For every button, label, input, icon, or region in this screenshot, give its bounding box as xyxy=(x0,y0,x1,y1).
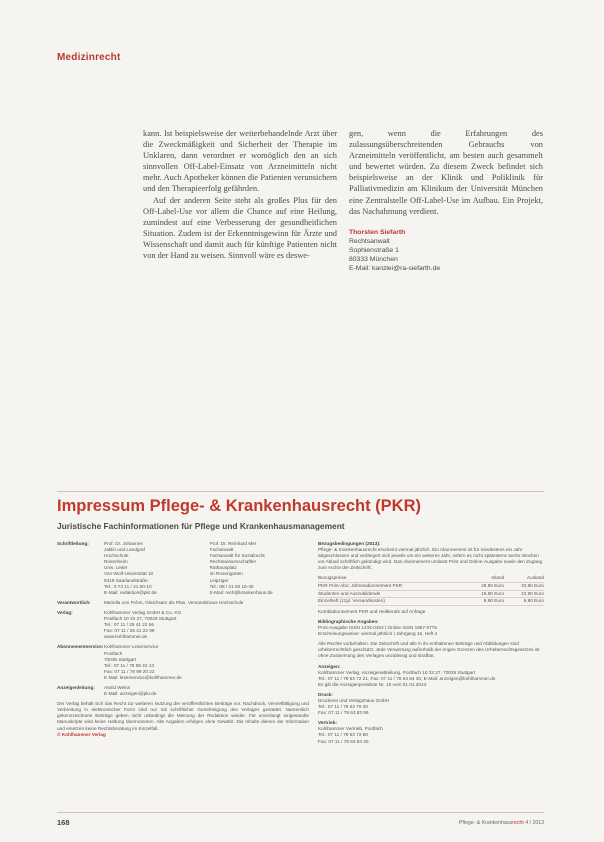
info-line: Rathausplatz xyxy=(209,565,237,571)
price-cell: 19,90 Euro xyxy=(464,590,504,598)
price-cell: Einzelheft (zzgl. Versandkosten) xyxy=(318,598,464,606)
info-line: Rechtswissenschaftler xyxy=(209,559,257,565)
info-line: Kohlhammer Vertrieb, Postfach xyxy=(318,726,383,732)
rights-block xyxy=(318,641,544,659)
article-paragraph: gen, wenn die Erfahrungen des zulassungsüberschreitenden Gebrauchs von Arzneimitteln veröffentlicht, am besten auch gesammelt und bewertet würden. Zu diesem Zweck befindet sich beispielsweise an der Klinik und Poliklinik für Palliativmedizin am Klinikum der Universität München eine Zentralstelle Off-Label-Use im Aufbau. Ein Projekt, das Nachahmung verdient. xyxy=(349,129,543,216)
author-email[interactable]: E-Mail: kanzlei@ra-siefarth.de xyxy=(349,264,441,272)
footer-issue: 4 / 2013 xyxy=(523,820,544,826)
email-link[interactable]: E-Mail: rech@krankenhaus.de xyxy=(209,589,273,595)
impressum-left-column xyxy=(57,541,309,738)
abonnementservice-row xyxy=(57,644,309,681)
info-line: Es gilt die Anzeigenpreisliste Nr. 16 vom 01.01.2013. xyxy=(318,681,428,687)
footer-journal xyxy=(459,820,544,826)
rights-text: Alle Rechte vorbehalten. Die Zeitschrift und alle in ihr enthaltenen Beiträge und Abbildungen sind urheberrechtlich geschützt. Jede Verwertung außerhalb der engen Grenzen des Urheberrechtsgesetzes ist ohne Zustimmung des Verlages unzulässig und strafbar. xyxy=(318,641,540,659)
price-cell: PKR Print-Abo: Jahresabonnement PKR xyxy=(318,583,464,591)
price-cell: 29,90 Euro xyxy=(464,583,504,591)
info-line: Druckerei und Verlagshaus GmbH xyxy=(318,697,390,703)
info-line: Astrid Weiss xyxy=(104,684,130,690)
info-line: Fax: 07 11 / 78 63 83 99 xyxy=(318,710,369,716)
footer-divider xyxy=(57,812,544,813)
anzeigen-heading: Anzeigen: xyxy=(318,663,341,669)
info-line: Print-Ausgabe ISSN 1434-0453 | Online ISSN 1867-0776 xyxy=(318,625,438,631)
info-line: Fax: 07 11 / 78 63 84 30 xyxy=(318,738,369,744)
section-label: Medizinrecht xyxy=(57,52,121,63)
info-line: Postfach xyxy=(104,650,123,656)
anzeigen-values xyxy=(104,685,309,697)
impressum-title: Impressum Pflege- & Krankenhausrecht (PKR) xyxy=(57,497,422,515)
page-number: 168 xyxy=(57,818,70,827)
price-table-header xyxy=(318,575,544,582)
vertrieb-block xyxy=(318,720,544,744)
bezug-block xyxy=(318,541,544,571)
verlag-row xyxy=(57,610,309,640)
info-line: Tel.: 0 73 11 / 21 60-10 xyxy=(104,583,152,589)
bezug-heading: Bezugsbedingungen (2013): xyxy=(318,541,381,546)
schriftleitung-col-b xyxy=(210,541,310,596)
article-paragraph: kann. Ist beispielsweise der weiterbehandelnde Arzt über die Zweckmäßigkeit und Sicherheit der Therapie im Unklaren, dann verordnet er womöglich den an sich sinnvollen Off-Label-Einsatz von Arzneimitteln nicht mehr. Auch Apotheker können die Patienten verunsichern und den Therapieerfolg gefährden. xyxy=(143,129,337,194)
verlag-label: Verlag: xyxy=(57,609,73,615)
email-link[interactable]: E-Mail: anzeigen@pkr.de xyxy=(104,691,157,697)
price-table xyxy=(318,575,544,605)
verantwortlich-label: Verantwortlich: xyxy=(57,599,91,605)
druck-block xyxy=(318,692,544,716)
info-line: Prof. Dr. Reinhard Mer xyxy=(209,541,257,546)
abo-values xyxy=(104,644,309,681)
info-line: 70036 Stuttgart xyxy=(104,656,137,662)
price-cell: 8,90 Euro xyxy=(464,598,504,606)
table-row xyxy=(318,590,544,598)
druck-heading: Druck: xyxy=(318,691,333,697)
info-line: Fax: 07 11 / 78 99 20 22 xyxy=(104,668,155,674)
price-head-cell: Inland xyxy=(464,575,504,582)
author-block xyxy=(349,228,543,273)
info-line: Tel.: 07 11 / 78 99 22 13 xyxy=(104,662,154,668)
verlag-values xyxy=(104,610,309,640)
bibliographie-heading: Bibliographische Angaben: xyxy=(318,618,379,624)
info-line: Prof. Dr. Johannes xyxy=(104,541,143,546)
info-line: Tel.: 07 11 / 78 63 72 80 xyxy=(318,732,368,738)
price-cell: Studenten und Auszubildende xyxy=(318,590,464,598)
info-line: Univ. Leiter xyxy=(104,565,128,571)
copyright-line: © Kohlhammer Verlag xyxy=(57,731,106,737)
schriftleitung-col-a xyxy=(104,541,204,596)
info-line: Jaklin und Landgraf xyxy=(104,547,145,553)
price-cell: 9,90 Euro xyxy=(504,598,544,606)
info-line: Hochschule xyxy=(104,553,129,559)
info-line: Kombiabonnement PKR und Heilberufe auf Anfrage xyxy=(318,608,426,614)
info-line: Im Rosengarten xyxy=(209,571,243,577)
abo-label: Abonnementservice: xyxy=(57,644,104,650)
kombi-note xyxy=(318,609,544,615)
info-line: Fachanwalt xyxy=(209,547,234,553)
price-head-cell: Ausland xyxy=(504,575,544,582)
info-line: Mariella von Fehm, Gleichsam als Plan, Versandshaus Hochschule xyxy=(104,599,244,605)
info-line: Postfach 10 33 27, 70029 Stuttgart xyxy=(104,616,177,622)
price-head-cell: Bezugspreise xyxy=(318,575,464,582)
impressum-subtitle: Juristische Fachinformationen für Pflege und Krankenhausmanagement xyxy=(57,521,345,531)
info-line: Fachanwalt für Sozialrecht xyxy=(209,553,265,559)
email-link[interactable]: E-Mail: leserservice@kohlhammer.de xyxy=(104,674,182,680)
info-line: Leipziger xyxy=(209,577,229,583)
schriftleitung-label: Schriftleitung: xyxy=(57,541,89,546)
verantwortlich-row xyxy=(57,600,309,606)
disclaimer-text: Der Verlag behält sich das Recht zur weiteren Nutzung der veröffentlichten Beiträge vor. Nachdruck, Vervielfältigung und Verbreitung in elektronischer Form sind nur mit schriftlicher Genehmigung des Verlages gestattet. Namentlich gekennzeichnete Beiträge geben nicht unbedingt die Meinung der Redaktion wieder. Für unverlangt eingesandte Manuskripte wird keine Haftung übernommen. Alle Angaben erfolgen ohne Gewähr. Die Inhalte dienen der Information und ersetzen keine Rechtsberatung im Einzelfall. xyxy=(57,701,309,731)
verantwortlich-value xyxy=(104,600,309,606)
info-line: Kohlhammer Verlag GmbH & Co. KG xyxy=(104,609,182,615)
vertrieb-heading: Vertrieb: xyxy=(318,720,338,726)
info-line: Kohlhammer Leserservice xyxy=(104,644,159,650)
author-line: Rechtsanwalt xyxy=(349,237,390,245)
table-row xyxy=(318,583,544,591)
info-line: Tel.: 07 11 / 78 63 79 20 xyxy=(318,704,368,710)
footer-prefix: Pflege- & Krankenhaus xyxy=(458,820,513,826)
bezug-text: Pflege- & Krankenhausrecht erscheint viermal jährlich. Ein Abonnement ist für mindestens ein Jahr abgeschlossen und verlängert sich jeweils um ein weiteres Jahr, sofern es nicht spätestens sechs Wochen vor Ablauf schriftlich gekündigt wird. Das Abonnement umfasst Print und Online-Ausgabe sowie den Zugang zum Archiv der Zeitschrift. xyxy=(318,547,543,571)
price-cell: 23,90 Euro xyxy=(504,590,544,598)
info-line: Kohlhammer Verlag, Anzeigenabteilung, Postfach 10 33 27, 70029 Stuttgart xyxy=(318,669,476,675)
info-line: Tel.: 07 11 / 25 41 22 66 xyxy=(104,622,154,628)
price-cell: 33,90 Euro xyxy=(504,583,544,591)
email-link[interactable]: E-Mail: redaktion@pkr.de xyxy=(104,589,157,595)
article-column-2 xyxy=(349,128,543,273)
article-body xyxy=(143,128,543,273)
info-line: 8318 Saarlandstraße xyxy=(104,577,148,583)
divider xyxy=(57,491,544,492)
info-line: Rosenheim xyxy=(104,559,128,565)
anzeigenleitung-row xyxy=(57,685,309,697)
info-line: Tel.: 07 11 / 78 63 72 21, Fax: 07 11 / 78 63 84 30, E-Mail: anzeigen@kohlhammer.de xyxy=(318,675,496,681)
anzeigen-label: Anzeigenleitung: xyxy=(57,684,95,690)
bibliographie-block xyxy=(318,619,544,637)
article-column-1 xyxy=(143,128,337,273)
website-link[interactable]: www.kohlhammer.de xyxy=(104,634,148,640)
info-line: Erscheinungsweise: viermal jährlich | Jahrgang 16, Heft 4 xyxy=(318,631,438,637)
info-line: Von-Wolf-Universität 10 xyxy=(104,571,154,577)
anzeigen-block xyxy=(318,664,544,688)
author-line: 80333 München xyxy=(349,255,398,263)
schriftleitung-row xyxy=(57,541,309,596)
info-line: Fax: 07 11 / 25 41 22 99 xyxy=(104,628,155,634)
author-name: Thorsten Siefarth xyxy=(349,228,406,236)
table-row xyxy=(318,598,544,606)
impressum-right-column xyxy=(318,541,544,749)
article-paragraph: Auf der anderen Seite steht als großes Plus für den Off-Label-Use vor allem die Chance auf eine Heilung, zumindest auf eine Verbesserung der gesundheitlichen Situation. Zudem ist der Erkenntnisgewinn für Ärzte und Wissenschaft und damit auch für künftige Patienten nicht von der Hand zu weisen. Sinnvoll wäre es deswe- xyxy=(143,195,337,261)
author-line: Sophienstraße 1 xyxy=(349,246,399,254)
schriftleitung-values xyxy=(104,541,309,596)
info-line: Tel.: 08 / 21 60 15-40 xyxy=(209,583,254,589)
footer-highlight: recht xyxy=(512,820,524,826)
